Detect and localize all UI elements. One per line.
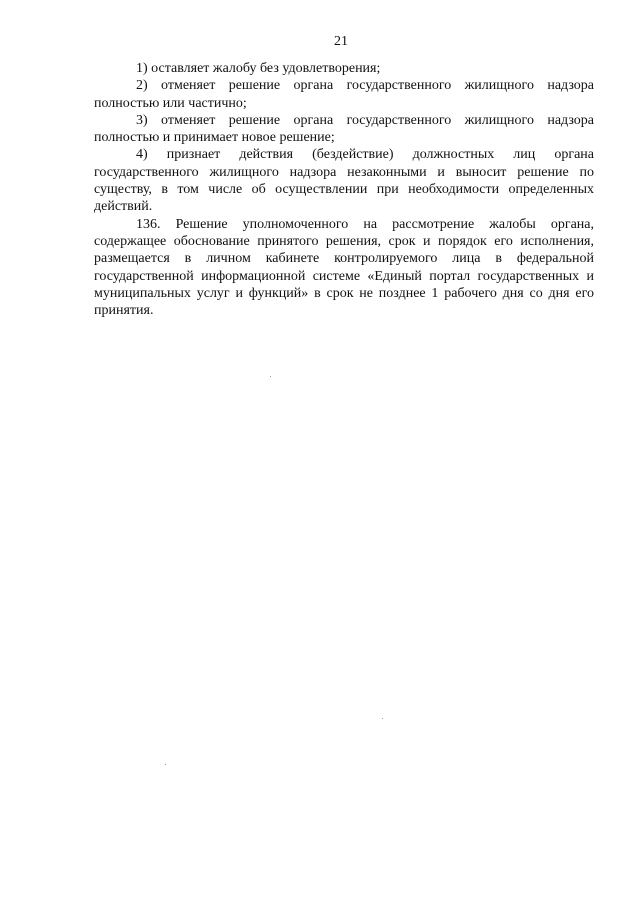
document-body <box>94 60 594 319</box>
scan-speck <box>270 376 271 377</box>
page-number: 21 <box>334 34 348 49</box>
scan-speck <box>165 764 166 765</box>
scan-speck <box>382 718 383 719</box>
list-item-cancel-decision-partially: 2) отменяет решение органа государственного жилищного надзора полностью или частично; <box>94 78 594 111</box>
list-item-leave-complaint: 1) оставляет жалобу без удовлетворения; <box>136 61 381 76</box>
paragraph-136: 136. Решение уполномоченного на рассмотрение жалобы органа, содержащее обоснование принятого решения, срок и порядок его исполнения, размещается в личном кабинете контролируемого лица в федеральной государственной информационной системе «Единый портал государственных и муниципальных услуг и функций» в срок не позднее 1 рабочего дня со дня его принятия. <box>94 216 594 319</box>
list-item-cancel-and-new-decision: 3) отменяет решение органа государственного жилищного надзора полностью и принимает новое решение; <box>94 112 594 146</box>
list-item-declare-actions-unlawful: 4) признает действия (бездействие) должностных лиц органа государственного жилищного надзора незаконными и выносит решение по существу, в том числе об осуществлении при необходимости определенных действий. <box>94 147 594 215</box>
